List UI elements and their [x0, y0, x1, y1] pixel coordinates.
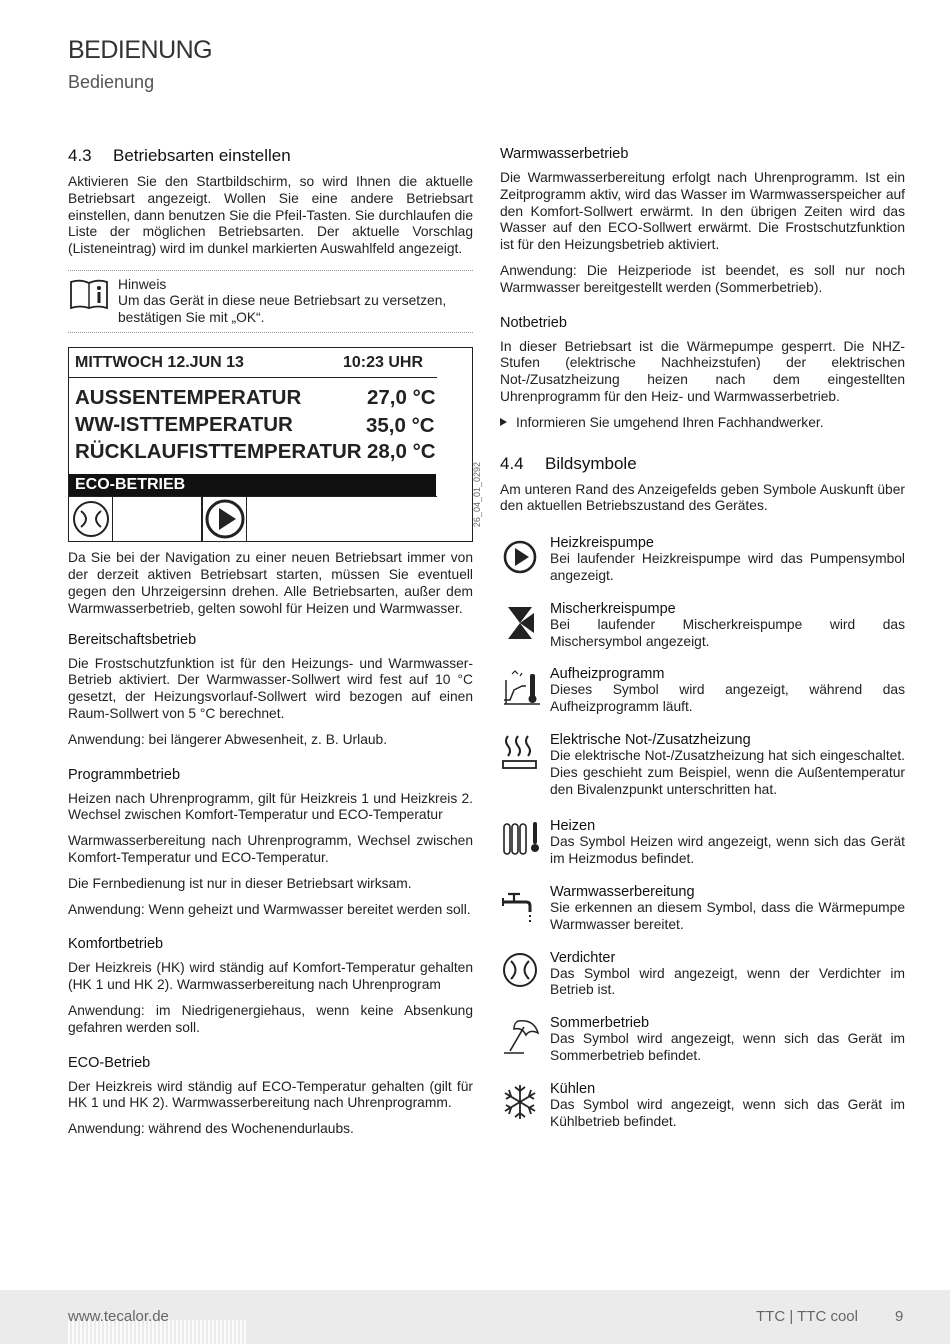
left-column — [68, 146, 482, 1147]
symbol-description: Das Symbol Heizen wird angezeigt, wenn sich das Gerät im Heizmodus befindet. — [550, 834, 905, 867]
paragraph: Anwendung: Wenn geheizt und Warmwasser bereitet werden soll. — [68, 901, 471, 917]
list-item — [500, 884, 905, 934]
page-number: 9 — [895, 1308, 904, 1325]
pump-icon — [203, 497, 247, 541]
paragraph: Die Frostschutzfunktion ist für den Heizungs- und Warmwasser-Betrieb aktiviert. Der Warmwasser-Sollwert wird fest auf 10 °C gesetzt, der Heizungsvorlauf-Sollwert wird bezogen auf einen Raum-Sollwert von 5 °C berechnet. — [68, 655, 473, 722]
radiator-icon — [500, 818, 542, 862]
display-date: MITTWOCH 12.JUN 13 — [75, 354, 244, 372]
display-row-label: AUSSENTEMPERATUR — [75, 386, 302, 410]
list-item — [500, 950, 905, 1000]
list-item — [500, 1081, 905, 1131]
compressor-icon — [69, 497, 113, 541]
action-bullet — [500, 415, 905, 432]
hint-text: Um das Gerät in diese neue Betriebsart zu versetzen, bestätigen Sie mit „OK“. — [118, 293, 447, 325]
controller-display — [68, 347, 482, 542]
symbol-title: Sommerbetrieb — [550, 1015, 650, 1032]
display-cell — [69, 497, 113, 541]
chapter-subtitle: Bedienung — [68, 72, 155, 92]
display-row-value: 28,0 °C — [367, 440, 436, 464]
intro-paragraph: Aktivieren Sie den Startbildschirm, so wird Ihnen die aktuelle Betriebsart angezeigt. Wollen Sie eine andere Betriebsart einstellen, dann benutzen Sie die Pfeil-Tasten. Sie durchlaufen die Liste der möglichen Betriebsarten. Der aktuelle Vorschlag (Listeneintrag) wird im dunkel markierten Auswahlfeld angezeigt. — [68, 174, 473, 257]
symbol-description: Das Symbol wird angezeigt, wenn sich das Gerät im Kühlbetrieb befindet. — [550, 1096, 905, 1129]
figure-code: 26_04_01_0292 — [472, 462, 482, 528]
symbol-list — [500, 535, 905, 1130]
navigation-paragraph: Da Sie bei der Navigation zu einer neuen Betriebsart immer von der derzeit aktiven Betriebsart starten, müssen Sie eventuell gegen den Uhrzeigersinn drehen. Alle Betriebsarten, außer dem Warmwasserbetrieb, gelten sowohl für Heizen und Warmwasser. — [68, 550, 473, 616]
section-title: Bildsymbole — [545, 453, 637, 473]
bullet-text: Informieren Sie umgehend Ihren Fachhandwerker. — [516, 414, 824, 430]
section-number: 4.3 — [68, 146, 92, 165]
snowflake-icon — [500, 1081, 542, 1125]
tap-icon — [500, 884, 542, 928]
list-item — [500, 732, 905, 798]
symbol-description: Das Symbol wird angezeigt, wenn der Verdichter im Betrieb ist. — [550, 965, 905, 998]
paragraph: Der Heizkreis wird ständig auf ECO-Temperatur gehalten (gilt für HK 1 und HK 2). Warmwasserbereitung nach Uhrenprogramm. — [68, 1078, 473, 1111]
symbol-title: Kühlen — [550, 1080, 596, 1097]
electric-heater-icon — [500, 732, 542, 776]
display-row-label: WW-ISTTEMPERATUR — [75, 413, 293, 437]
paragraph: Der Heizkreis (HK) wird ständig auf Komfort-Temperatur gehalten (HK 1 und HK 2). Warmwasserbereitung nach Uhrenprogram — [68, 960, 473, 993]
arrow-bullet-icon — [500, 418, 507, 426]
intro-paragraph: Am unteren Rand des Anzeigefelds geben Symbole Auskunft über den aktuellen Betriebszustand des Gerätes. — [500, 481, 905, 514]
subheading-eco: ECO-Betrieb — [68, 1054, 151, 1071]
book-info-icon — [68, 277, 110, 311]
heating-program-icon — [500, 666, 542, 710]
section-number: 4.4 — [500, 453, 524, 473]
list-item — [500, 1015, 905, 1065]
display-row-value: 27,0 °C — [367, 386, 436, 410]
display-mode-selection: ECO-BETRIEB — [69, 474, 436, 496]
section-heading-4-4 — [500, 454, 905, 474]
paragraph: Die Warmwasserbereitung erfolgt nach Uhrenprogramm. Ist ein Zeitprogramm aktiv, wird das Wasser im Warmwasserspeicher auf den Komfort-Sollwert erwärmt. In den übrigen Zeiten wird das Wasser auf den ECO-Sollwert erwärmt. Die Frostschutzfunktion ist für den Heizungsbetrieb aktiviert. — [500, 170, 905, 253]
paragraph: In dieser Betriebsart ist die Wärmepumpe gesperrt. Die NHZ-Stufen (elektrische Nachheizstufen) der elektrischen Not-/Zusatzheizung heizen nach dem eingestellten Uhrenprogramm für den Heiz- und Warmwasserbetrieb. — [500, 338, 905, 404]
symbol-description: Bei laufender Mischerkreispumpe wird das Mischersymbol angezeigt. — [550, 616, 905, 649]
subheading-bereitschaft: Bereitschaftsbetrieb — [68, 631, 197, 648]
subheading-not: Notbetrieb — [500, 314, 567, 331]
display-icon-bar — [69, 496, 437, 541]
symbol-title: Elektrische Not-/Zusatzheizung — [550, 731, 751, 748]
paragraph: Heizen nach Uhrenprogramm, gilt für Heizkreis 1 und Heizkreis 2. Wechsel zwischen Komfort-Temperatur und ECO-Temperatur — [68, 790, 473, 823]
paragraph: Anwendung: während des Wochenendurlaubs. — [68, 1121, 354, 1137]
display-divider — [69, 377, 437, 378]
paragraph: Anwendung: im Niedrigenergiehaus, wenn keine Absenkung gefahren werden soll. — [68, 1003, 473, 1035]
symbol-title: Heizen — [550, 818, 596, 835]
symbol-title: Warmwasserbereitung — [550, 883, 695, 900]
symbol-description: Dieses Symbol wird angezeigt, während das Aufheizprogramm läuft. — [550, 682, 905, 715]
list-item — [500, 666, 905, 716]
symbol-description: Sie erkennen an diesem Symbol, dass die Wärmepumpe Warmwasser bereitet. — [550, 899, 905, 932]
chapter-title: BEDIENUNG — [68, 36, 213, 64]
list-item — [500, 535, 905, 585]
paragraph: Warmwasserbereitung nach Uhrenprogramm, Wechsel zwischen Komfort-Temperatur und ECO-Temperatur. — [68, 833, 473, 866]
symbol-title: Mischerkreispumpe — [550, 600, 676, 617]
compressor-icon — [500, 950, 542, 994]
list-item — [500, 601, 905, 651]
symbol-title: Verdichter — [550, 949, 616, 966]
symbol-description: Das Symbol wird angezeigt, wenn sich das Gerät im Sommerbetrieb befindet. — [550, 1031, 905, 1063]
list-item — [500, 818, 905, 868]
symbol-description: Bei laufender Heizkreispumpe wird das Pumpensymbol angezeigt. — [550, 551, 905, 583]
footer-model: TTC | TTC cool — [756, 1308, 858, 1325]
paragraph: Anwendung: Die Heizperiode ist beendet, es soll nur noch Warmwasser bereitgestellt werden (Sommerbetrieb). — [500, 262, 905, 295]
display-row-label: RÜCKLAUFISTTEMPERATUR — [75, 440, 362, 464]
mixer-valve-icon — [500, 601, 542, 645]
hint-title: Hinweis — [118, 276, 167, 292]
umbrella-icon — [500, 1015, 542, 1059]
symbol-description: Die elektrische Not-/Zusatzheizung hat sich eingeschaltet. Dies geschieht zum Beispiel, wenn die Außentemperatur den Bivalenzpunkt unterschritten hat. — [550, 747, 905, 797]
display-cell — [202, 497, 247, 541]
paragraph: Anwendung: bei längerer Abwesenheit, z. B. Urlaub. — [68, 731, 388, 747]
hint-box — [68, 270, 473, 334]
subheading-komfort: Komfortbetrieb — [68, 936, 164, 953]
subheading-warmwasser: Warmwasserbetrieb — [500, 146, 629, 162]
section-heading-4-3 — [68, 146, 473, 166]
paragraph: Die Fernbedienung ist nur in dieser Betriebsart wirksam. — [68, 875, 412, 891]
footer-url: www.tecalor.de — [68, 1308, 169, 1325]
section-title: Betriebsarten einstellen — [113, 146, 291, 165]
symbol-title: Heizkreispumpe — [550, 535, 654, 552]
display-cell — [113, 497, 202, 541]
display-row-value: 35,0 °C — [366, 414, 435, 438]
display-time: 10:23 UHR — [343, 354, 424, 372]
right-column — [500, 146, 905, 1144]
pump-icon — [500, 535, 542, 579]
subheading-programm: Programmbetrieb — [68, 766, 181, 783]
symbol-title: Aufheizprogramm — [550, 666, 665, 683]
